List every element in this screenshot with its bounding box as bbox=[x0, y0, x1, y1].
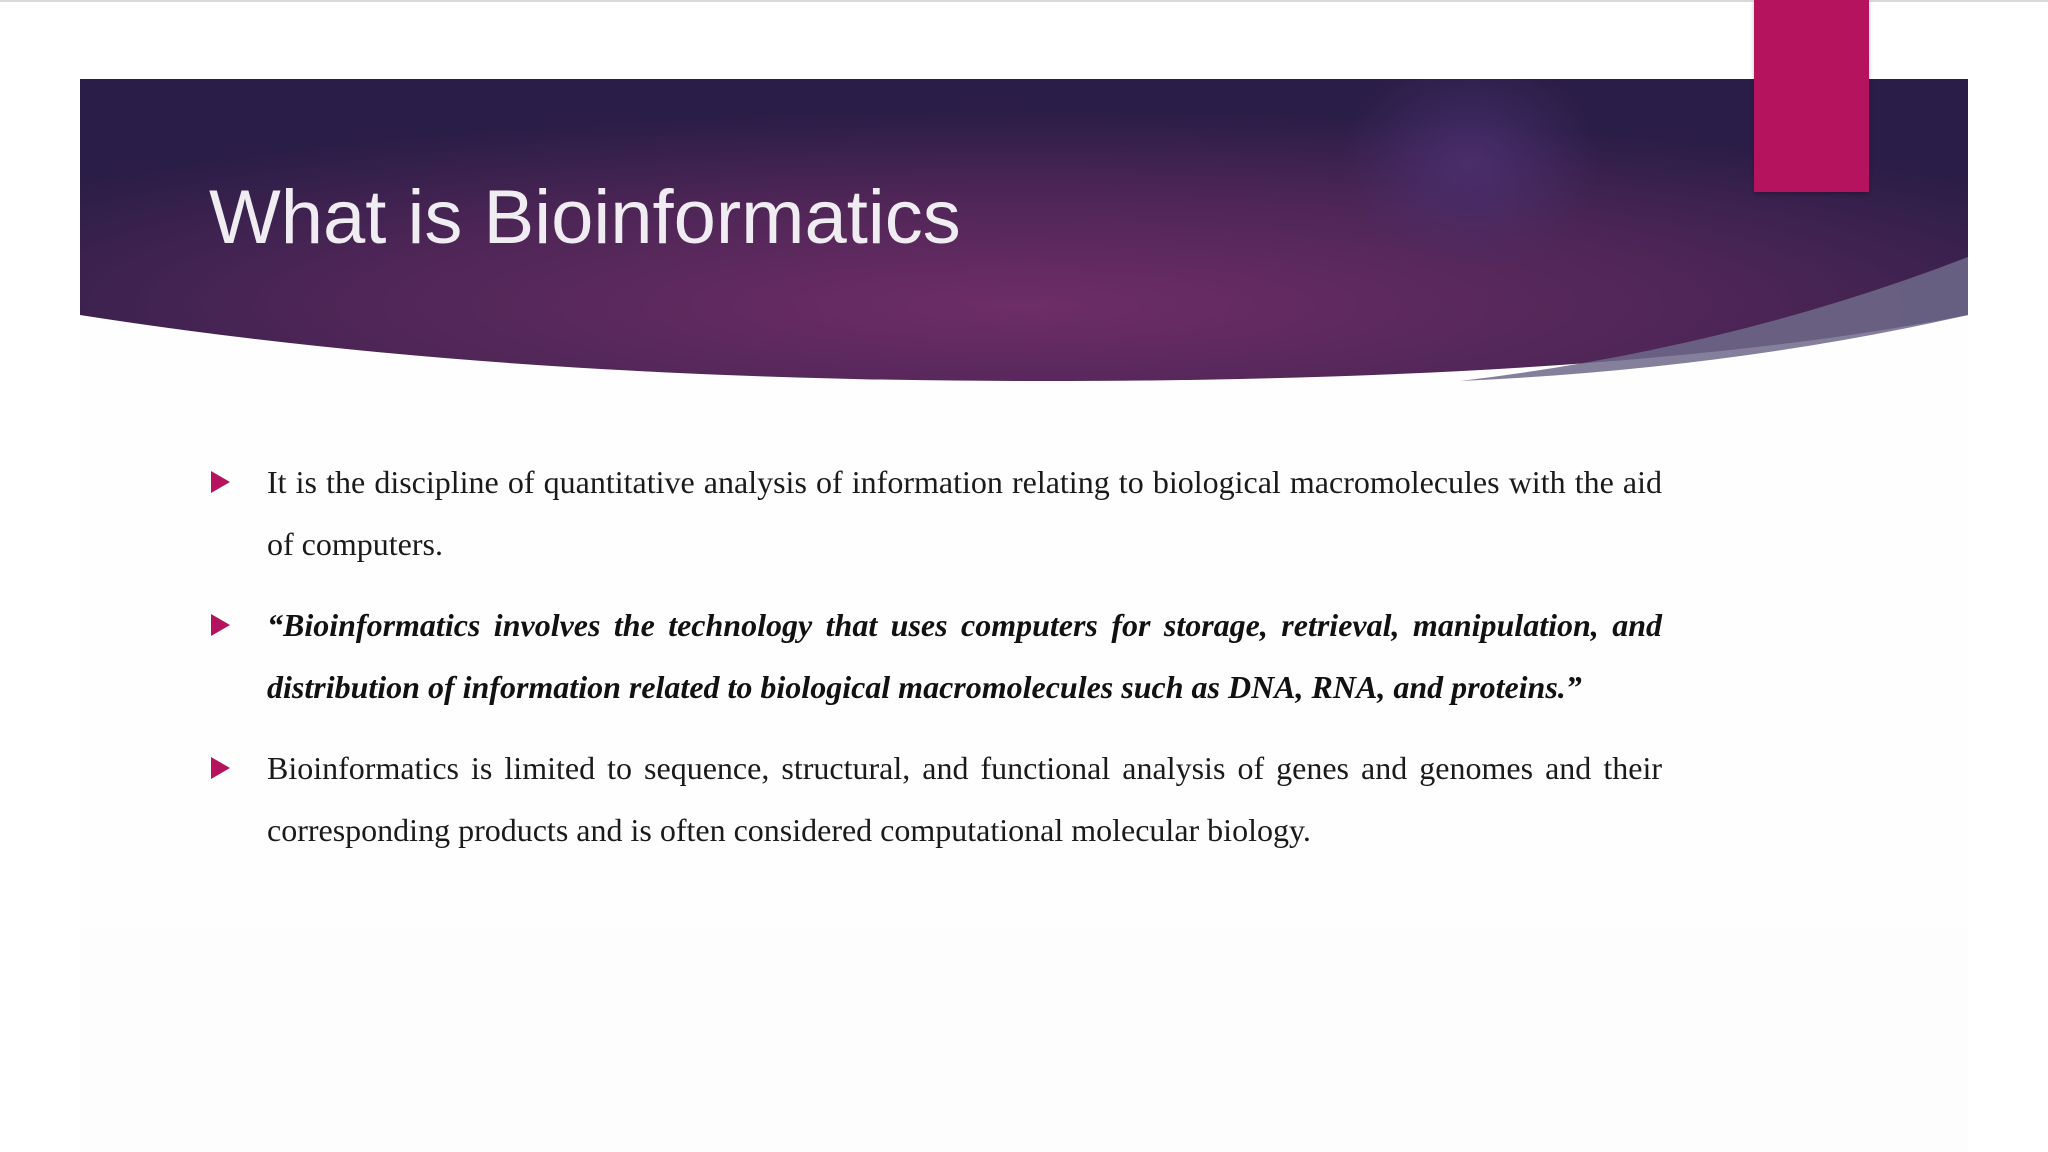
slide-title: What is Bioinformatics bbox=[209, 175, 961, 260]
bullet-text: “Bioinformatics involves the technology that uses computers for storage, retrieval, manipulation, and distribution of information related to biological macromolecules such as DNA, RNA, and proteins.” bbox=[267, 607, 1662, 705]
bullet-item bbox=[210, 452, 1662, 575]
triangle-right-icon bbox=[211, 614, 230, 636]
bullet-list bbox=[210, 452, 1662, 881]
triangle-right-icon bbox=[211, 757, 230, 779]
bullet-item bbox=[210, 738, 1662, 861]
bullet-text: It is the discipline of quantitative analysis of information relating to biological macromolecules with the aid of computers. bbox=[267, 464, 1662, 562]
accent-tab bbox=[1754, 0, 1869, 192]
bullet-item-quote bbox=[210, 595, 1662, 718]
triangle-right-icon bbox=[211, 471, 230, 493]
bullet-text: Bioinformatics is limited to sequence, structural, and functional analysis of genes and genomes and their corresponding products and is often considered computational molecular biology. bbox=[267, 750, 1662, 848]
